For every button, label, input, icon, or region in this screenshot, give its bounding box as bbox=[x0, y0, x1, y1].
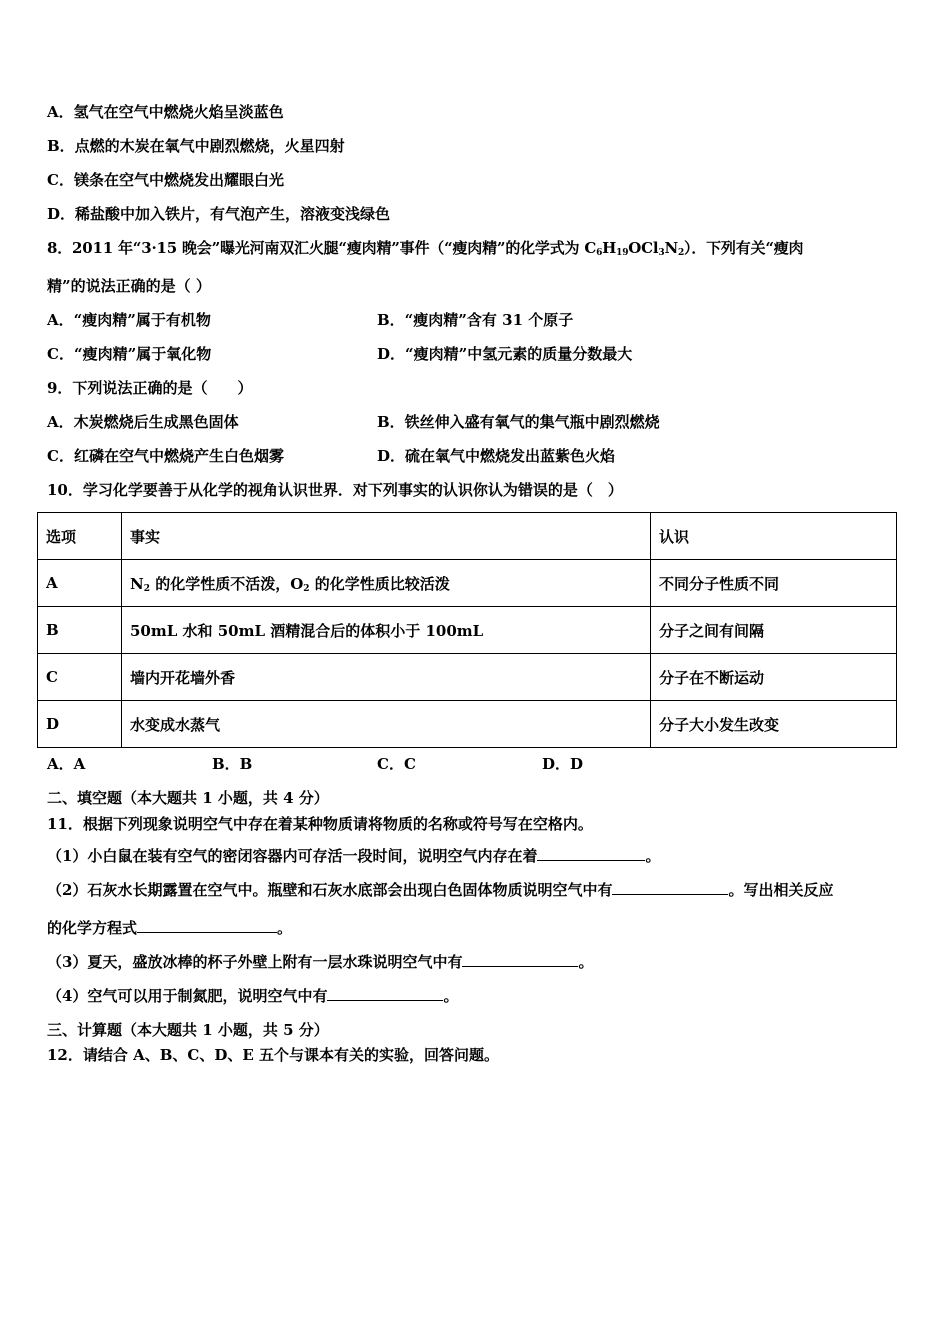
row-option: C bbox=[38, 654, 122, 701]
answer-blank[interactable] bbox=[137, 918, 277, 933]
header-insight: 认识 bbox=[651, 513, 897, 560]
row-insight: 不同分子性质不同 bbox=[651, 560, 897, 607]
formula-sub: 6 bbox=[596, 248, 603, 258]
q7-option-b: B．点燃的木炭在氧气中剧烈燃烧，火星四射 bbox=[47, 137, 345, 155]
q11-part4-text: （4）空气可以用于制氮肥，说明空气中有 bbox=[47, 987, 328, 1005]
q8-stem-prefix: 8．2011 年“3·15 晚会”曝光河南双汇火腿“瘦肉精”事件（“瘦肉精”的化学式为 C bbox=[47, 239, 597, 257]
q10-answer-c: C．C bbox=[377, 755, 416, 773]
answer-blank[interactable] bbox=[612, 880, 728, 895]
q7-option-d: D．稀盐酸中加入铁片，有气泡产生，溶液变浅绿色 bbox=[47, 205, 391, 223]
table-row bbox=[38, 654, 897, 701]
q9-stem: 9．下列说法正确的是（ ） bbox=[47, 379, 253, 397]
row-insight: 分子之间有间隔 bbox=[651, 607, 897, 654]
fact-text: N bbox=[130, 574, 144, 593]
q11-part3 bbox=[47, 952, 593, 972]
q11-part2 bbox=[47, 880, 833, 900]
formula-part: OCl bbox=[628, 239, 659, 257]
row-option: D bbox=[38, 701, 122, 748]
row-option: B bbox=[38, 607, 122, 654]
answer-blank[interactable] bbox=[462, 952, 578, 967]
formula-part: H bbox=[602, 239, 617, 257]
row-fact: 水变成水蒸气 bbox=[122, 701, 651, 748]
q7-option-a: A．氢气在空气中燃烧火焰呈淡蓝色 bbox=[47, 103, 284, 121]
row-insight: 分子在不断运动 bbox=[651, 654, 897, 701]
q8-option-d: D．“瘦肉精”中氢元素的质量分数最大 bbox=[377, 345, 633, 363]
section-heading-fill-in: 二、填空题（本大题共 1 小题，共 4 分） bbox=[47, 789, 329, 807]
answer-blank[interactable] bbox=[537, 846, 645, 861]
formula-sub: 2 bbox=[143, 583, 150, 594]
q7-option-c: C．镁条在空气中燃烧发出耀眼白光 bbox=[47, 171, 284, 189]
formula-sub: 19 bbox=[616, 248, 629, 258]
header-option: 选项 bbox=[38, 513, 122, 560]
q11-part2-cont bbox=[47, 918, 292, 938]
q10-stem: 10．学习化学要善于从化学的视角认识世界．对下列事实的认识你认为错误的是（ ） bbox=[47, 481, 623, 499]
q10-answer-a: A．A bbox=[47, 755, 86, 773]
row-fact: 墙内开花墙外香 bbox=[122, 654, 651, 701]
q8-stem-line2: 精”的说法正确的是（ ） bbox=[47, 277, 211, 295]
formula-sub: 2 bbox=[677, 248, 685, 258]
punct: 。 bbox=[443, 987, 459, 1005]
q9-option-c: C．红磷在空气中燃烧产生白色烟雾 bbox=[47, 447, 284, 465]
formula-sub: 3 bbox=[658, 248, 665, 258]
formula-sub: 2 bbox=[303, 583, 310, 594]
q10-answer-d: D．D bbox=[542, 755, 584, 773]
q9-option-b: B．铁丝伸入盛有氧气的集气瓶中剧烈燃烧 bbox=[377, 413, 660, 431]
section-heading-calculation: 三、计算题（本大题共 1 小题，共 5 分） bbox=[47, 1021, 329, 1039]
punct: 。 bbox=[645, 847, 661, 865]
fact-text: 的化学性质不活泼，O bbox=[149, 574, 304, 593]
q8-stem-line1 bbox=[47, 238, 803, 263]
header-fact: 事实 bbox=[122, 513, 651, 560]
fact-text: 的化学性质比较活泼 bbox=[309, 574, 450, 593]
q9-option-a: A．木炭燃烧后生成黑色固体 bbox=[47, 413, 239, 431]
q8-option-a: A．“瘦肉精”属于有机物 bbox=[47, 311, 211, 329]
row-option: A bbox=[38, 560, 122, 607]
q9-option-d: D．硫在氧气中燃烧发出蓝紫色火焰 bbox=[377, 447, 616, 465]
q8-option-c: C．“瘦肉精”属于氧化物 bbox=[47, 345, 212, 363]
q10-answer-b: B．B bbox=[212, 755, 253, 773]
q11-part4 bbox=[47, 986, 458, 1006]
q8-stem-suffix: ）．下列有关“瘦肉 bbox=[684, 239, 804, 257]
q10-table bbox=[37, 512, 897, 748]
q11-part2-equation-label: 的化学方程式 bbox=[47, 919, 138, 937]
q11-part3-text: （3）夏天，盛放冰棒的杯子外壁上附有一层水珠说明空气中有 bbox=[47, 953, 463, 971]
q11-stem: 11．根据下列现象说明空气中存在着某种物质请将物质的名称或符号写在空格内。 bbox=[47, 815, 593, 833]
table-row bbox=[38, 607, 897, 654]
q8-option-b: B．“瘦肉精”含有 31 个原子 bbox=[377, 311, 574, 329]
q11-part2-suffix: 。写出相关反应 bbox=[728, 881, 834, 899]
row-fact: 50mL 水和 50mL 酒精混合后的体积小于 100mL bbox=[122, 607, 651, 654]
row-insight: 分子大小发生改变 bbox=[651, 701, 897, 748]
q11-part1-text: （1）小白鼠在装有空气的密闭容器内可存活一段时间，说明空气内存在着 bbox=[47, 847, 538, 865]
q12-stem: 12．请结合 A、B、C、D、E 五个与课本有关的实验，回答问题。 bbox=[47, 1046, 500, 1064]
table-row bbox=[38, 701, 897, 748]
row-fact bbox=[122, 560, 651, 607]
table-header-row bbox=[38, 513, 897, 560]
q11-part2-text: （2）石灰水长期露置在空气中。瓶壁和石灰水底部会出现白色固体物质说明空气中有 bbox=[47, 881, 613, 899]
table-row bbox=[38, 560, 897, 607]
formula-part: N bbox=[664, 239, 678, 257]
q11-part1 bbox=[47, 846, 660, 866]
punct: 。 bbox=[277, 919, 293, 937]
answer-blank[interactable] bbox=[327, 986, 443, 1001]
punct: 。 bbox=[578, 953, 594, 971]
